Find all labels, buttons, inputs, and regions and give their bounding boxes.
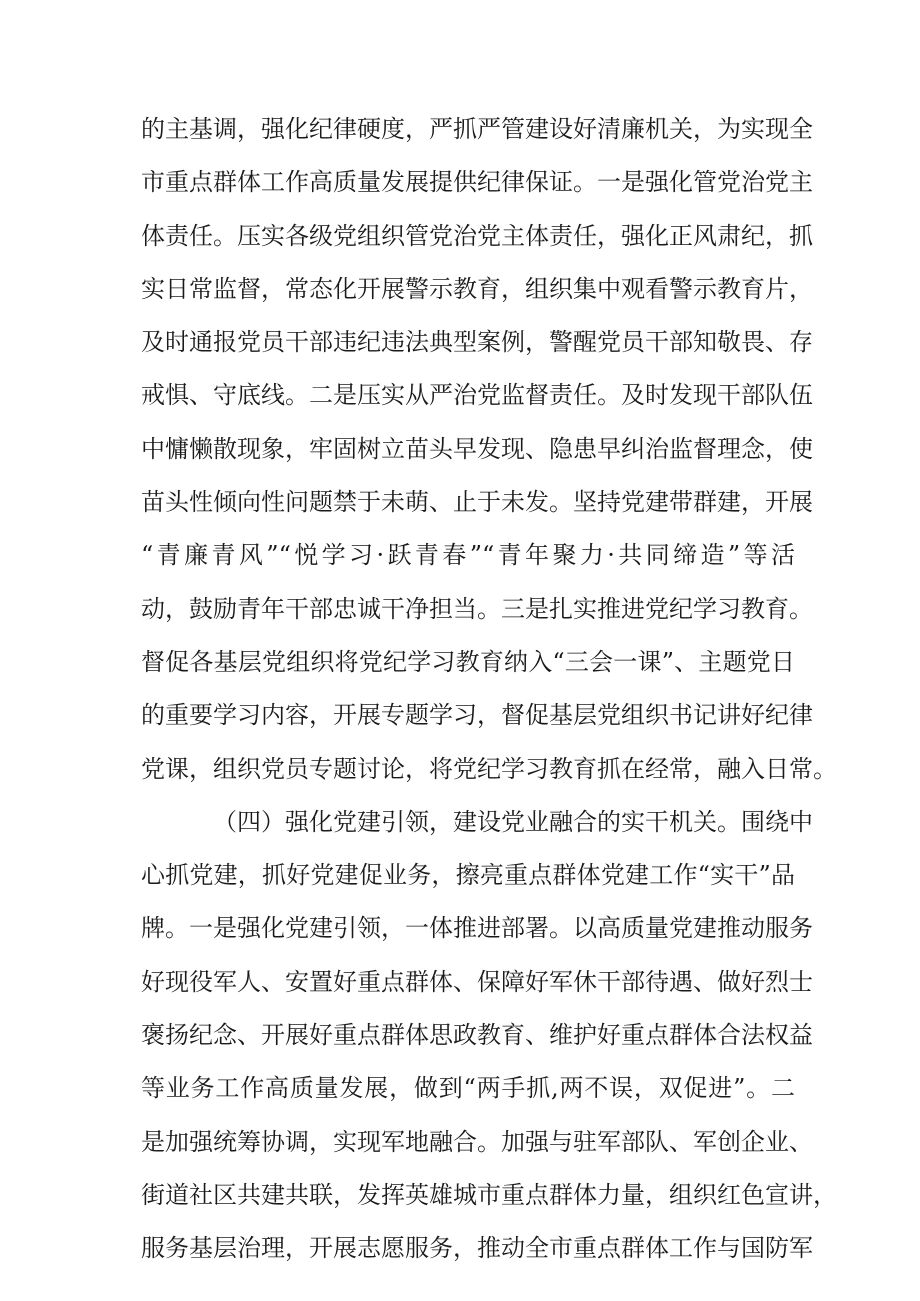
text-line: 服务基层治理，开展志愿服务，推动全市重点群体工作与国防军 (141, 1234, 813, 1263)
text-line: 市重点群体工作高质量发展提供纪律保证。一是强化管党治党主 (141, 168, 813, 197)
text-line: 的主基调，强化纪律硬度，严抓严管建设好清廉机关，为实现全 (141, 115, 813, 143)
text-line: 牌。一是强化党建引领，一体推进部署。以高质量党建推动服务 (141, 914, 813, 943)
text-line: “青廉青风”“悦学习·跃青春”“青年聚力·共同缔造”等活 (141, 541, 795, 570)
text-line: 戒惧、守底线。二是压实从严治党监督责任。及时发现干部队伍 (141, 381, 813, 410)
text-line: 街道社区共建共联，发挥英雄城市重点群体力量，组织红色宣讲， (141, 1180, 837, 1209)
text-line: 是加强统筹协调，实现军地融合。加强与驻军部队、军创企业、 (141, 1127, 813, 1156)
section-heading-line: （四）强化党建引领，建设党业融合的实干机关。围绕中 (213, 807, 813, 836)
text-line: 动，鼓励青年干部忠诚干净担当。三是扎实推进党纪学习教育。 (141, 594, 813, 623)
body-text (141, 103, 837, 1276)
text-line: 及时通报党员干部违纪违法典型案例，警醒党员干部知敬畏、存 (141, 328, 813, 357)
text-line: 中慵懒散现象，牢固树立苗头早发现、隐患早纠治监督理念，使 (141, 434, 813, 463)
text-line: 督促各基层党组织将党纪学习教育纳入“三会一课”、主题党日 (141, 647, 795, 676)
text-line: 等业务工作高质量发展，做到“两手抓,两不误，双促进”。二 (141, 1074, 795, 1103)
text-line: 体责任。压实各级党组织管党治党主体责任，强化正风肃纪，抓 (141, 221, 813, 250)
text-line: 实日常监督，常态化开展警示教育，组织集中观看警示教育片， (141, 274, 813, 303)
text-line: 心抓党建，抓好党建促业务，擦亮重点群体党建工作“实干”品 (141, 861, 795, 890)
paragraph-end-line: 党课，组织党员专题讨论，将党纪学习教育抓在经常，融入日常。 (141, 754, 837, 783)
text-line: 好现役军人、安置好重点群体、保障好军休干部待遇、做好烈士 (141, 967, 813, 996)
text-line: 苗头性倾向性问题禁于未萌、止于未发。坚持党建带群建，开展 (141, 488, 813, 517)
text-line: 褒扬纪念、开展好重点群体思政教育、维护好重点群体合法权益 (141, 1021, 813, 1050)
text-line: 的重要学习内容，开展专题学习，督促基层党组织书记讲好纪律 (141, 701, 813, 730)
